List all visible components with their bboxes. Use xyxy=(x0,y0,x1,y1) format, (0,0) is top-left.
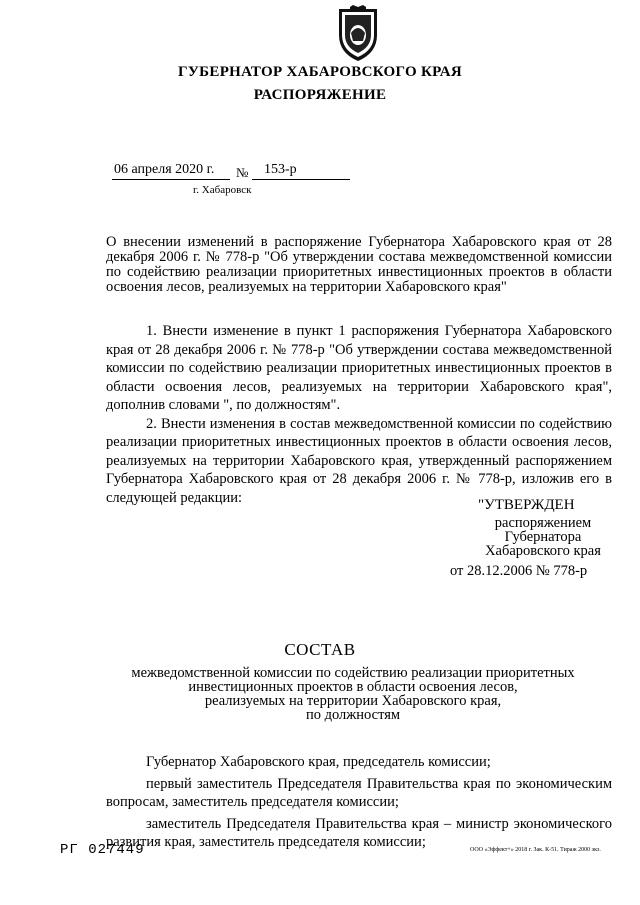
document-date: 06 апреля 2020 г. xyxy=(114,162,215,177)
member-list xyxy=(106,753,612,855)
document-type: РАСПОРЯЖЕНИЕ xyxy=(253,87,387,103)
number-underline xyxy=(252,179,350,180)
approval-heading: "УТВЕРЖДЕН xyxy=(478,497,575,513)
member-item: Губернатор Хабаровского края, председатель комиссии; xyxy=(146,754,491,770)
document-number: 153-р xyxy=(264,162,297,177)
composition-subtitle xyxy=(100,666,606,722)
coat-of-arms-icon xyxy=(333,5,383,63)
subtitle-line: инвестиционных проектов в области освоения лесов, xyxy=(188,679,518,695)
date-underline xyxy=(112,179,230,180)
composition-title: СОСТАВ xyxy=(284,640,356,659)
subtitle-line: межведомственной комиссии по содействию реализации приоритетных xyxy=(131,665,575,681)
approval-line-4: Хабаровского края xyxy=(485,543,601,559)
registration-row xyxy=(112,162,352,182)
document-subject: О внесении изменений в распоряжение Губернатора Хабаровского края от 28 декабря 2006 г. № 778-р "Об утверждении состава межведомственной комиссии по содействию реализации приоритетных инвестиционных проектов в области освоения лесов, реализуемых на территории Хабаровского края" xyxy=(106,234,612,295)
approval-line-3: Губернатора xyxy=(504,529,582,545)
paragraph-1: 1. Внести изменение в пункт 1 распоряжения Губернатора Хабаровского края от 28 декабря 2006 г. № 778-р "Об утверждении состава межведомственной комиссии по содействию реализации приоритетных инвестиционных проектов в области освоения лесов, реализуемых на территории Хабаровского края", дополнив словами ", по должностям". xyxy=(106,323,612,413)
number-sign: № xyxy=(236,165,249,180)
city: г. Хабаровск xyxy=(193,184,252,196)
paragraph-2: 2. Внести изменения в состав межведомственной комиссии по содействию реализации приоритетных инвестиционных проектов в области освоения лесов, реализуемых на территории Хабаровского края, утвержденный распоряжением Губернатора Хабаровского края от 28 декабря 2006 г. № 778-р, изложив его в следующей редакции: xyxy=(106,415,612,506)
approval-line-2: распоряжением xyxy=(494,515,592,531)
subtitle-line: по должностям xyxy=(305,707,401,723)
member-item: первый заместитель Председателя Правительства края по экономическим вопросам, заместитель председателя комиссии; xyxy=(106,776,612,810)
authority-title: ГУБЕРНАТОР ХАБАРОВСКОГО КРАЯ xyxy=(178,64,462,80)
form-code: РГ 027449 xyxy=(60,842,145,858)
printer-imprint: ООО «Эффект+» 2018 г. Зак. К-51. Тираж 2000 экз. xyxy=(470,847,601,853)
member-item: заместитель Председателя Правительства края – министр экономического развития края, заместитель председателя комиссии; xyxy=(106,816,612,850)
subtitle-line: реализуемых на территории Хабаровского края, xyxy=(204,693,502,709)
approval-line-5: от 28.12.2006 № 778-р xyxy=(450,563,588,579)
body-paragraphs xyxy=(106,322,612,507)
